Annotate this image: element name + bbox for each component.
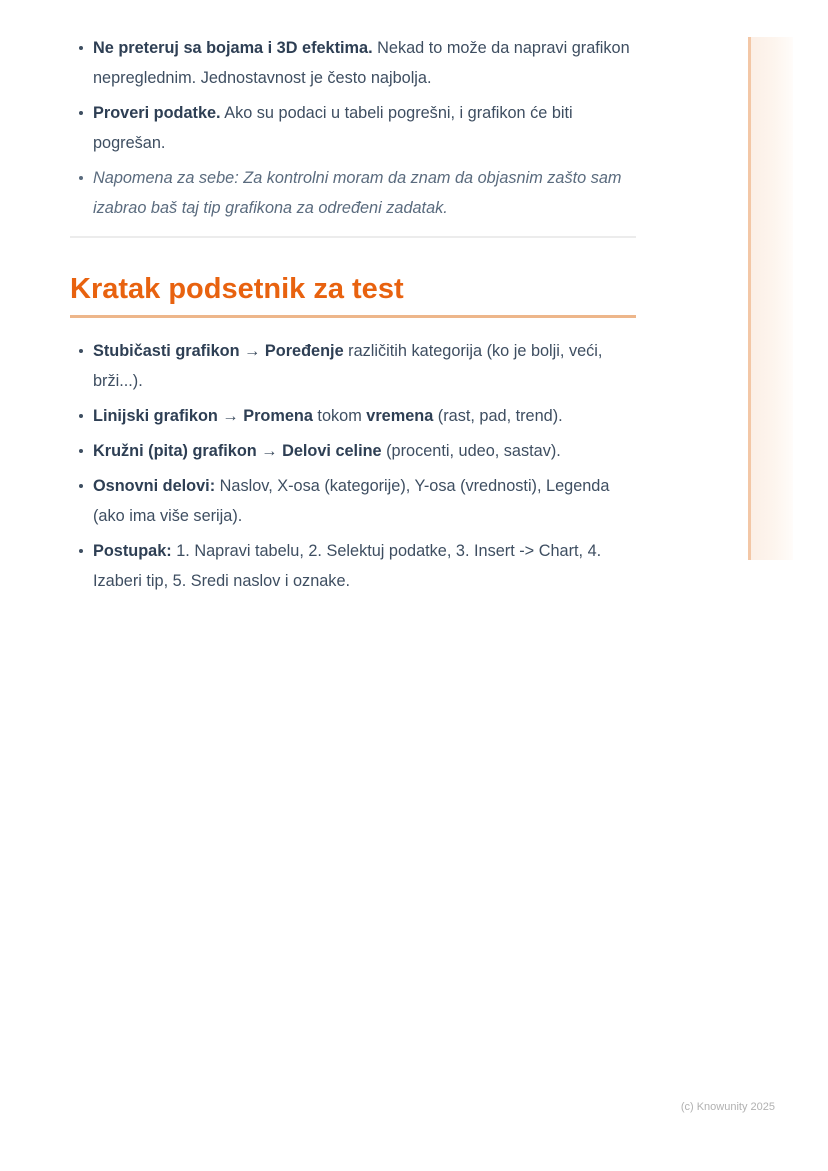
bold-text: Postupak: [93, 542, 172, 560]
bold-text: Osnovni delovi: [93, 477, 216, 495]
regular-text: Naslov, X-osa (kategorije), Y-osa (vrednosti), Legenda (ako ima više serija). [93, 477, 610, 525]
arrow-glyph: → [256, 442, 283, 460]
list-item [70, 336, 636, 396]
italic-text: Napomena za sebe: Za kontrolni moram da znam da objasnim zašto sam izabrao baš taj tip grafikona za određeni zadatak. [93, 169, 622, 217]
bold-text: Promena [243, 407, 313, 425]
summary-list [70, 318, 636, 596]
bold-text: Proveri podatke. [93, 104, 221, 122]
arrow-glyph: → [239, 342, 265, 360]
list-item [70, 471, 636, 531]
copyright-footer: (c) Knowunity 2025 [680, 1101, 775, 1113]
bold-text: Poređenje [264, 342, 344, 360]
regular-text: (procenti, udeo, sastav). [381, 442, 561, 460]
bold-text: Linijski grafikon [93, 407, 218, 425]
bold-text: vremena [366, 407, 434, 425]
notes-list [70, 0, 636, 223]
list-item [70, 98, 636, 158]
regular-text: 1. Napravi tabelu, 2. Selektuj podatke, 3. Insert -> Chart, 4. Izaberi tip, 5. Sredi naslov i oznake. [93, 542, 602, 590]
bold-text: Ne preteruj sa bojama i 3D efektima. [93, 39, 373, 57]
regular-text: Ako su podaci u tabeli pogrešni, i grafikon će biti pogrešan. [93, 104, 573, 152]
section-heading: Kratak podsetnik za test [70, 273, 404, 305]
list-item [70, 536, 636, 596]
regular-text: tokom [312, 407, 367, 425]
list-item [70, 401, 636, 431]
bold-text: Stubičasti grafikon [93, 342, 240, 360]
list-item [70, 436, 636, 466]
decorative-edge-stripe [748, 37, 793, 560]
arrow-glyph: → [217, 407, 244, 425]
regular-text: (rast, pad, trend). [433, 407, 563, 425]
section-divider [70, 236, 636, 238]
bold-text: Kružni (pita) grafikon [93, 442, 257, 460]
list-item [70, 33, 636, 93]
content-column [70, 0, 636, 601]
bold-text: Delovi celine [282, 442, 382, 460]
regular-text: Nekad to može da napravi grafikon nepreglednim. Jednostavnost je često najbolja. [93, 39, 630, 87]
regular-text: različitih kategorija (ko je bolji, veći, brži...). [93, 342, 603, 390]
list-item-note [70, 163, 636, 223]
